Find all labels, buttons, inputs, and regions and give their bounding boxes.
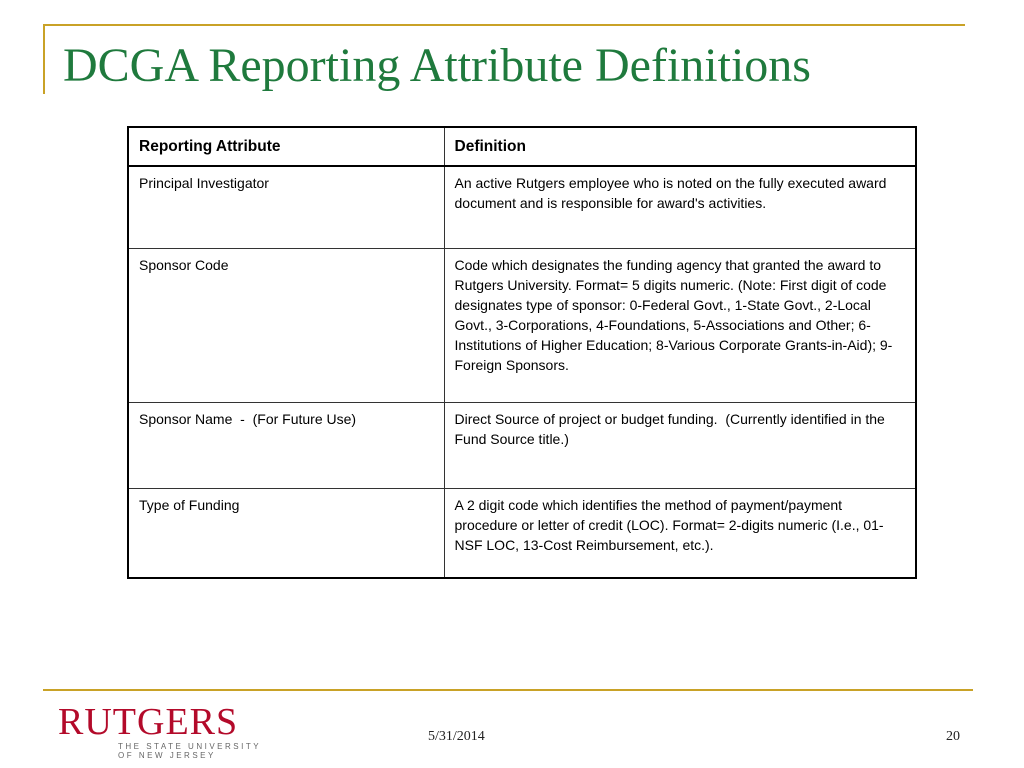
column-header-attribute: Reporting Attribute [128, 127, 444, 166]
logo-subtitle-line2: OF NEW JERSEY [118, 751, 216, 760]
table-row [128, 488, 916, 578]
attribute-cell: Type of Funding [128, 488, 444, 578]
definition-cell: An active Rutgers employee who is noted on the fully executed award document and is responsible for award's activities. [444, 166, 916, 248]
logo-subtitle [118, 742, 261, 760]
definition-cell: Code which designates the funding agency that granted the award to Rutgers University. Format= 5 digits numeric. (Note: First digit of code designates type of sponsor: 0-Federal Govt., 1-State Govt., 2-Local Govt., 3-Corporations, 4-Foundations, 5-Associations and Other; 6-Institutions of Higher Education; 8-Various Corporate Grants-in-Aid); 9-Foreign Sponsors. [444, 248, 916, 402]
column-header-definition: Definition [444, 127, 916, 166]
left-gold-rule [43, 24, 45, 94]
page-number: 20 [946, 729, 960, 744]
table-row [128, 248, 916, 402]
bottom-gold-rule [43, 689, 973, 691]
table-header-row [128, 127, 916, 166]
logo-wordmark: RUTGERS [58, 701, 239, 743]
table-row [128, 166, 916, 248]
definitions-table [127, 126, 917, 579]
attribute-cell: Sponsor Code [128, 248, 444, 402]
attribute-cell: Principal Investigator [128, 166, 444, 248]
attribute-cell: Sponsor Name - (For Future Use) [128, 402, 444, 488]
footer-date: 5/31/2014 [428, 729, 485, 744]
logo-subtitle-line1: THE STATE UNIVERSITY [118, 742, 262, 751]
slide-title: DCGA Reporting Attribute Definitions [63, 39, 811, 92]
definition-cell: Direct Source of project or budget funding. (Currently identified in the Fund Source title.) [444, 402, 916, 488]
table-row [128, 402, 916, 488]
definition-cell: A 2 digit code which identifies the method of payment/payment procedure or letter of credit (LOC). Format= 2-digits numeric (I.e., 01- NSF LOC, 13-Cost Reimbursement, etc.). [444, 488, 916, 578]
top-gold-rule [43, 24, 965, 26]
rutgers-logo [58, 702, 278, 758]
